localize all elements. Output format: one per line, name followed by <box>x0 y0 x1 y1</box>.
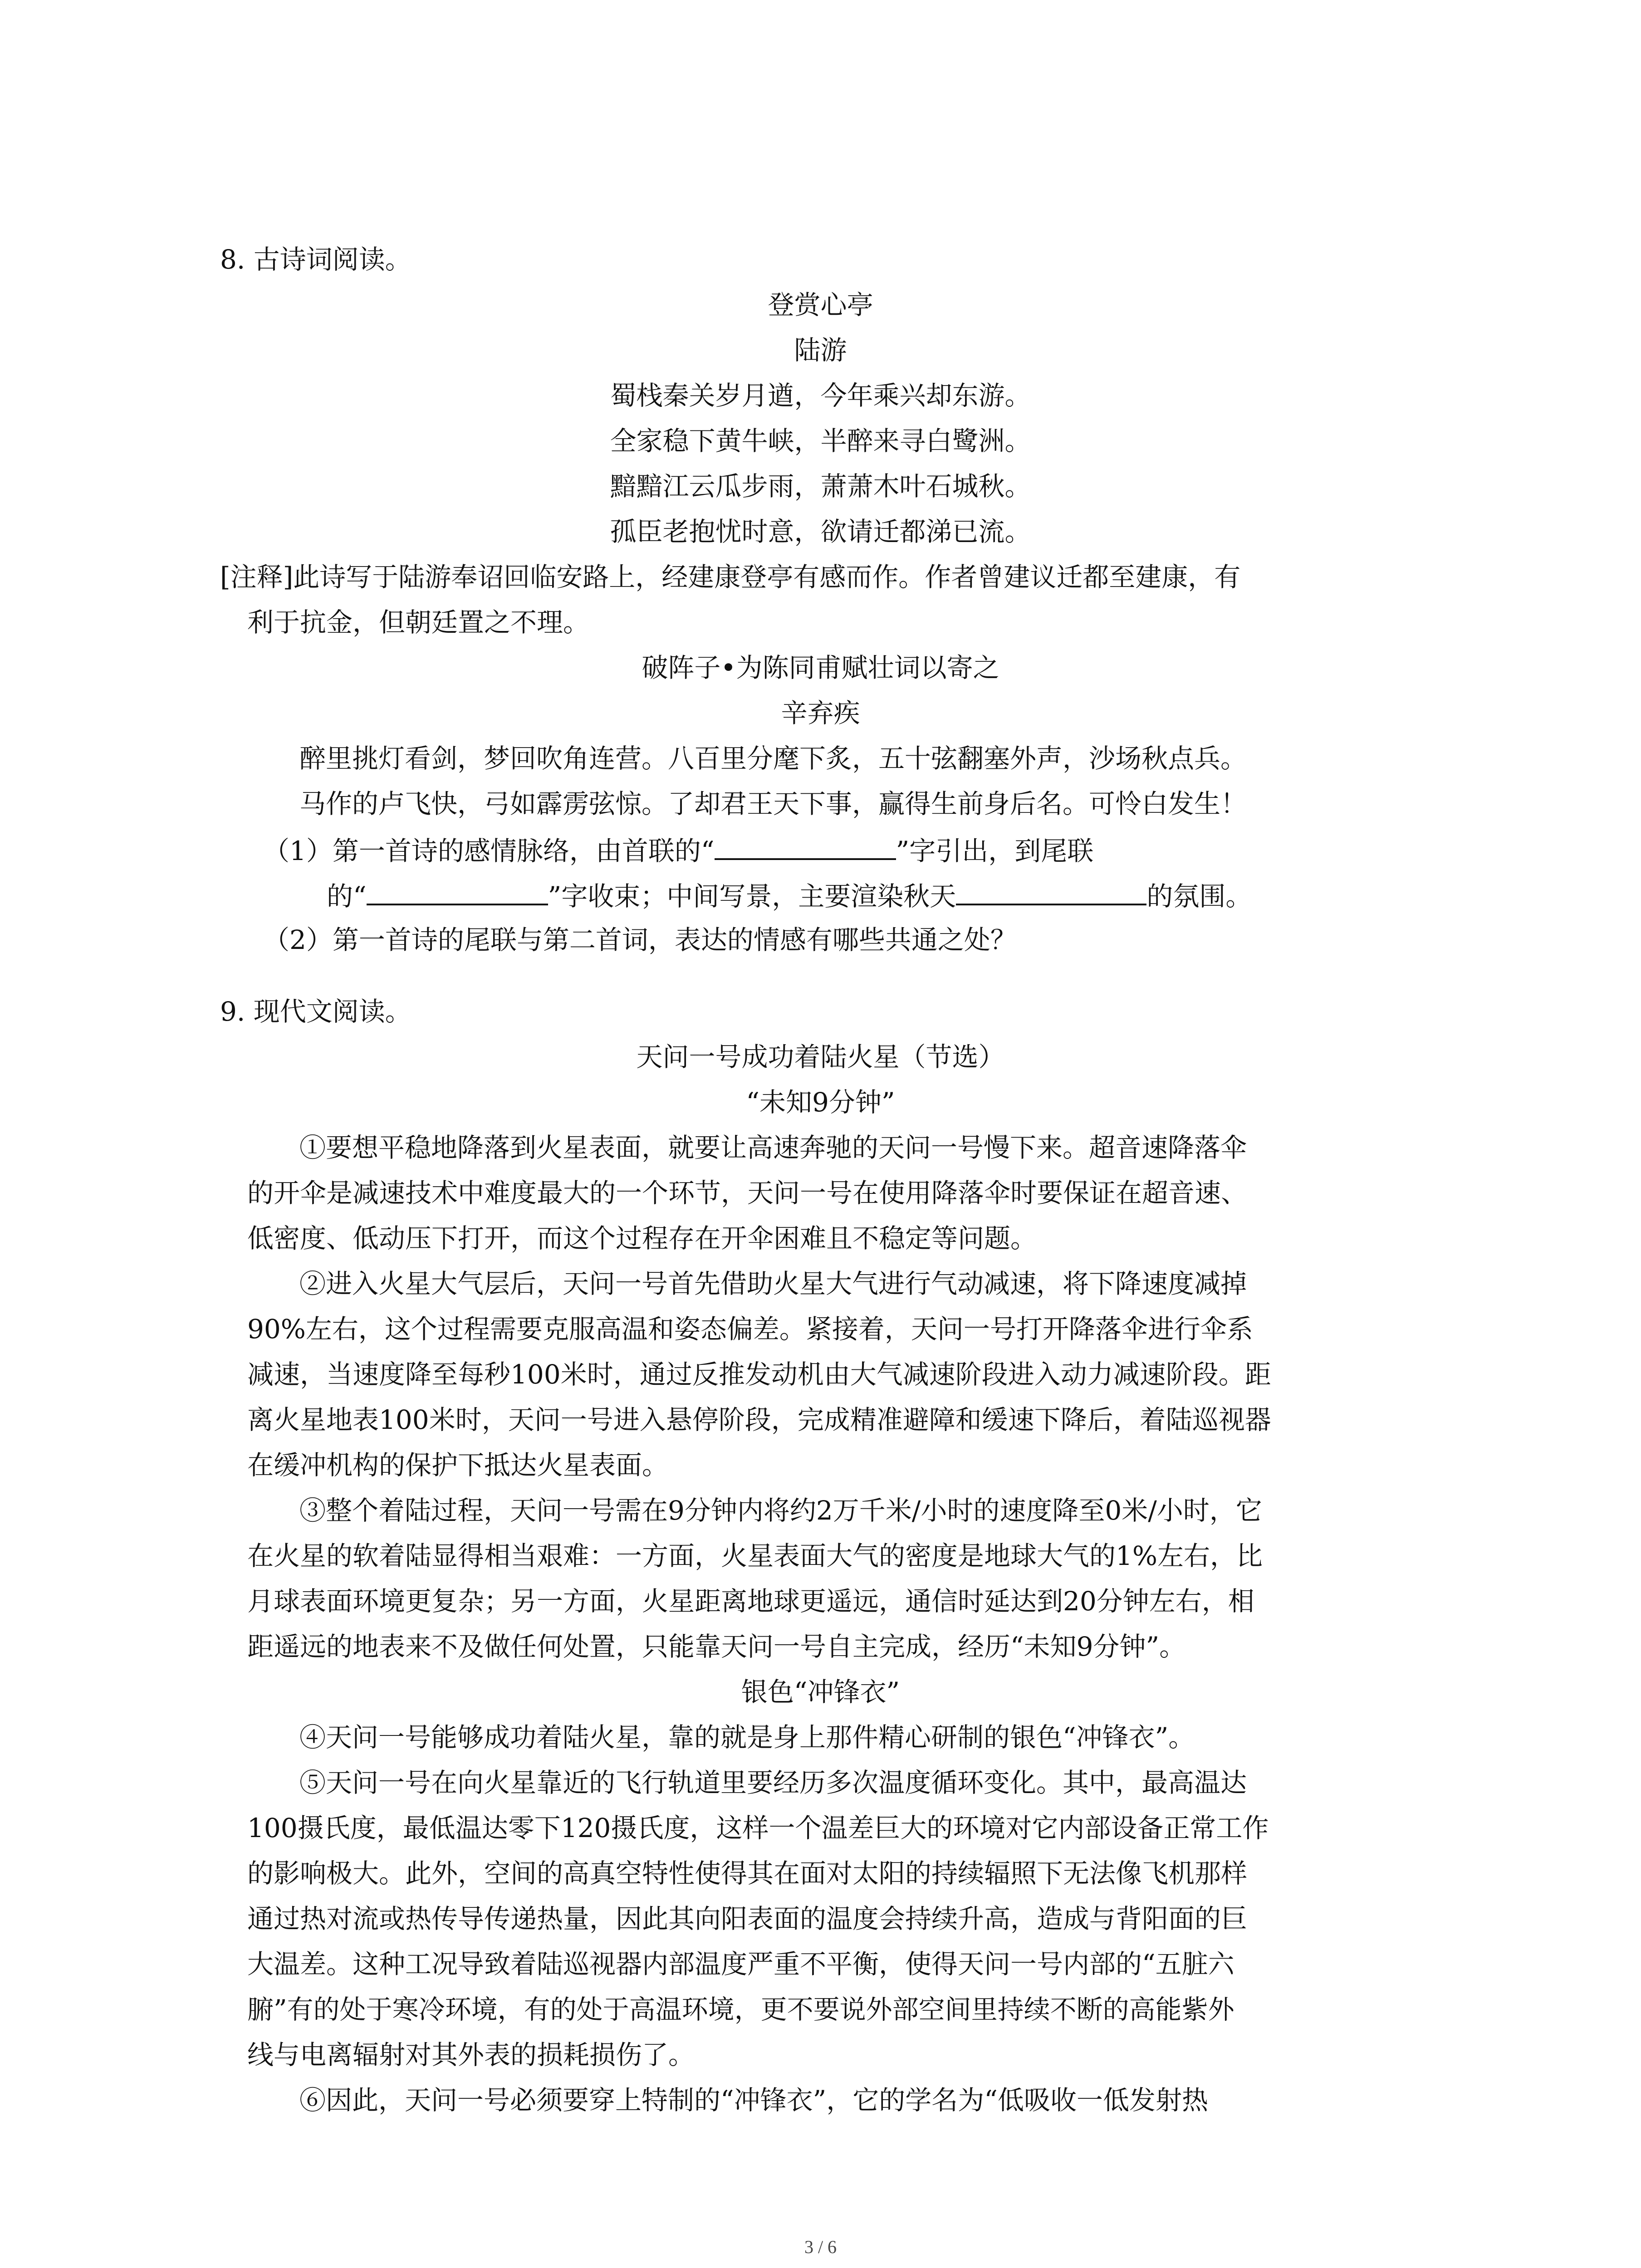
paragraph-line: 通过热对流或热传导传递热量，因此其向阳表面的温度会持续升高，造成与背阳面的巨 <box>247 1903 1248 1934</box>
paragraph-line: 的影响极大。此外，空间的高真空特性使得其在面对太阳的持续辐照下无法像飞机那样 <box>247 1858 1248 1889</box>
poem1-line: 蜀栈秦关岁月遒，今年乘兴却东游。 <box>610 380 1031 411</box>
poem2-author: 辛弃疾 <box>781 698 860 728</box>
paragraph-line: 低密度、低动压下打开，而这个过程存在开伞困难且不稳定等问题。 <box>247 1223 1037 1254</box>
subquestion-1-line1 <box>263 831 1093 869</box>
poem1-line: 孤臣老抱忧时意，欲请迁都涕已流。 <box>610 516 1031 547</box>
subquestion-1-text: ”字收束；中间写景，主要渲染秋天 <box>548 881 956 912</box>
paragraph-line: 腑”有的处于寒冷环境，有的处于高温环境，更不要说外部空间里持续不断的高能紫外 <box>247 1994 1234 2025</box>
poem2-title: 破阵子•为陈同甫赋壮词以寄之 <box>642 652 999 683</box>
page-number: 3 / 6 <box>804 2237 837 2257</box>
subquestion-1-text: 的“ <box>327 881 367 912</box>
subquestion-1-text: （1）第一首诗的感情脉络，由首联的“ <box>263 836 715 866</box>
section-title: “未知9分钟” <box>746 1087 895 1118</box>
paragraph-line: 月球表面环境更复杂；另一方面，火星距离地球更遥远，通信时延达到20分钟左右，相 <box>247 1586 1254 1617</box>
paragraph-line: 在缓冲机构的保护下抵达火星表面。 <box>247 1450 669 1481</box>
subquestion-1-text: ”字引出，到尾联 <box>896 836 1094 866</box>
poem1-title: 登赏心亭 <box>768 289 873 320</box>
poem1-line: 全家稳下黄牛峡，半醉来寻白鹭洲。 <box>610 425 1031 456</box>
paragraph-line: ④天问一号能够成功着陆火星，靠的就是身上那件精心研制的银色“冲锋衣”。 <box>299 1722 1195 1753</box>
paragraph-line: 离火星地表100米时，天问一号进入悬停阶段，完成精准避障和缓速下降后，着陆巡视器 <box>247 1404 1271 1435</box>
paragraph-line: 距遥远的地表来不及做任何处置，只能靠天问一号自主完成，经历“未知9分钟”。 <box>247 1631 1186 1662</box>
answer-blank-3[interactable] <box>956 876 1146 905</box>
poem1-note-line: [注释]此诗写于陆游奉诏回临安路上，经建康登亭有感而作。作者曾建议迁都至建康，有 <box>220 562 1241 592</box>
poem2-line: 醉里挑灯看剑，梦回吹角连营。八百里分麾下炙，五十弦翻塞外声，沙场秋点兵。 <box>299 743 1247 774</box>
section-title: 银色“冲锋衣” <box>741 1677 900 1707</box>
question-9-heading: 9. 现代文阅读。 <box>220 996 411 1027</box>
paragraph-line: ⑤天问一号在向火星靠近的飞行轨道里要经历多次温度循环变化。其中，最高温达 <box>299 1767 1247 1798</box>
paragraph-line: ②进入火星大气层后，天问一号首先借助火星大气进行气动减速，将下降速度减掉 <box>299 1268 1247 1299</box>
paragraph-line: ①要想平稳地降落到火星表面，就要让高速奔驰的天问一号慢下来。超音速降落伞 <box>299 1132 1247 1163</box>
answer-blank-2[interactable] <box>367 876 548 905</box>
poem1-note-line: 利于抗金，但朝廷置之不理。 <box>247 607 590 638</box>
question-8-heading: 8. 古诗词阅读。 <box>220 244 411 275</box>
answer-blank-1[interactable] <box>715 831 896 860</box>
paragraph-line: 减速，当速度降至每秒100米时，通过反推发动机由大气减速阶段进入动力减速阶段。距 <box>247 1359 1271 1390</box>
paragraph-line: ③整个着陆过程，天问一号需在9分钟内将约2万千米/小时的速度降至0米/小时，它 <box>299 1495 1262 1526</box>
paragraph-line: 的开伞是减速技术中难度最大的一个环节，天问一号在使用降落伞时要保证在超音速、 <box>247 1178 1248 1208</box>
paragraph-line: 线与电离辐射对其外表的损耗损伤了。 <box>247 2039 695 2070</box>
paragraph-line: 在火星的软着陆显得相当艰难：一方面，火星表面大气的密度是地球大气的1%左右，比 <box>247 1540 1263 1571</box>
poem1-line: 黯黯江云瓜步雨，萧萧木叶石城秋。 <box>610 471 1031 502</box>
poem2-line: 马作的卢飞快，弓如霹雳弦惊。了却君王天下事，赢得生前身后名。可怜白发生！ <box>299 788 1247 819</box>
article-title: 天问一号成功着陆火星（节选） <box>636 1041 1005 1072</box>
poem1-author: 陆游 <box>794 335 847 366</box>
subquestion-2: （2）第一首诗的尾联与第二首词，表达的情感有哪些共通之处？ <box>263 924 1017 955</box>
subquestion-1-line2 <box>327 876 1252 914</box>
paragraph-line: ⑥因此，天问一号必须要穿上特制的“冲锋衣”，它的学名为“低吸收一低发射热 <box>299 2085 1208 2116</box>
paragraph-line: 100摄氏度，最低温达零下120摄氏度，这样一个温差巨大的环境对它内部设备正常工作 <box>247 1813 1269 1843</box>
paragraph-line: 大温差。这种工况导致着陆巡视器内部温度严重不平衡，使得天问一号内部的“五脏六 <box>247 1949 1234 1980</box>
subquestion-1-text: 的氛围。 <box>1146 881 1252 912</box>
paragraph-line: 90%左右，这个过程需要克服高温和姿态偏差。紧接着，天问一号打开降落伞进行伞系 <box>247 1314 1253 1344</box>
